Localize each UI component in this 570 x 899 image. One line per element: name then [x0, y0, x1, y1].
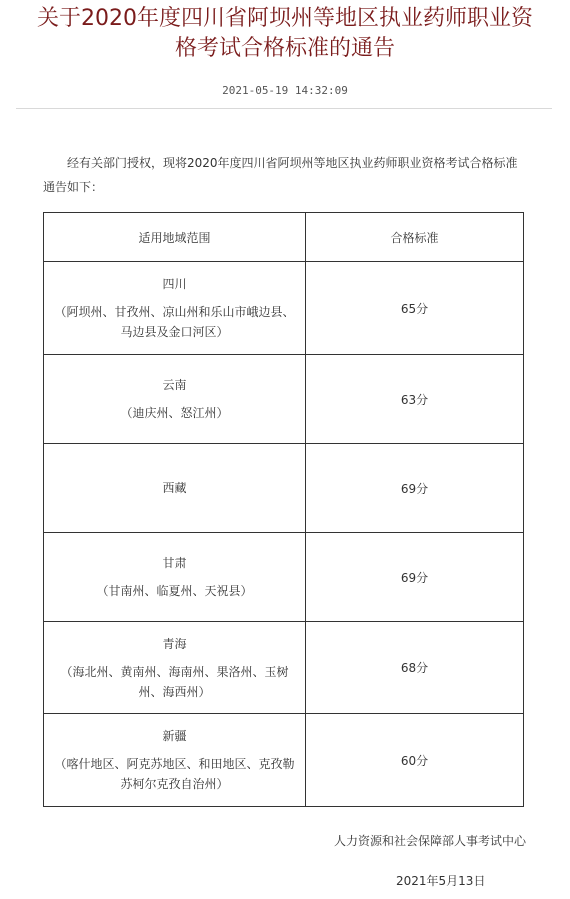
- region-areas: （喀什地区、阿克苏地区、和田地区、克孜勒苏柯尔克孜自治州）: [54, 757, 295, 791]
- region-cell: [44, 533, 306, 622]
- table-row: [44, 262, 524, 355]
- region-cell: [44, 355, 306, 444]
- article-title: [0, 4, 570, 64]
- issue-date: 2021年5月13日: [396, 874, 486, 888]
- table-row: [44, 714, 524, 807]
- region-areas: （阿坝州、甘孜州、凉山州和乐山市峨边县、马边县及金口河区）: [54, 305, 295, 339]
- region-areas: （甘南州、临夏州、天祝县）: [96, 584, 253, 598]
- title-line-1: 关于2020年度四川省阿坝州等地区执业药师职业资: [37, 6, 533, 31]
- region-name: 甘肃: [162, 556, 187, 570]
- issuer-signature: 人力资源和社会保障部人事考试中心: [333, 834, 526, 848]
- table-row: [44, 444, 524, 533]
- region-name: 新疆: [162, 729, 187, 743]
- title-line-2: 格考试合格标准的通告: [174, 36, 395, 61]
- score-cell: 68分: [306, 622, 524, 714]
- score-cell: 69分: [306, 533, 524, 622]
- score-cell: 69分: [306, 444, 524, 533]
- score-cell: 65分: [306, 262, 524, 355]
- table-header-row: [44, 213, 524, 262]
- region-cell: [44, 622, 306, 714]
- region-cell: [44, 444, 306, 533]
- title-divider: [16, 108, 552, 109]
- table-row: [44, 355, 524, 444]
- passing-score-table: [43, 212, 524, 807]
- region-name: 青海: [162, 636, 187, 651]
- table-row: [44, 533, 524, 622]
- intro-paragraph: 经有关部门授权，现将2020年度四川省阿坝州等地区执业药师职业资格考试合格标准通告如下：: [43, 156, 518, 194]
- header-region: 适用地域范围: [44, 213, 306, 262]
- table-row: [44, 622, 524, 714]
- header-score: 合格标准: [306, 213, 524, 262]
- score-cell: 63分: [306, 355, 524, 444]
- region-areas: （迪庆州、怒江州）: [120, 406, 229, 420]
- score-cell: 60分: [306, 714, 524, 807]
- region-name: 西藏: [162, 481, 187, 495]
- region-name: 云南: [162, 378, 187, 392]
- region-cell: [44, 714, 306, 807]
- publish-timestamp: 2021-05-19 14:32:09: [222, 84, 348, 97]
- region-areas: （海北州、黄南州、海南州、果洛州、玉树州、海西州）: [60, 664, 289, 699]
- region-name: 四川: [162, 277, 187, 291]
- region-cell: [44, 262, 306, 355]
